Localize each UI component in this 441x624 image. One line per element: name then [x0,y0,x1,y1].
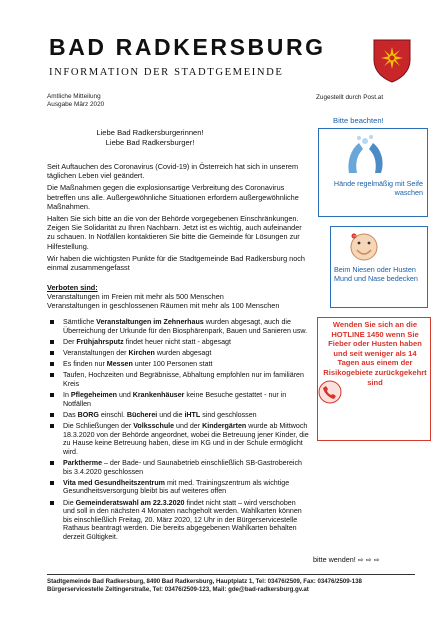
hotline-text: Wenden Sie sich an die HOTLINE 1450 wenn Sie Fieber oder Husten haben und seit weniger als 14 Tagen aus einem der Risikogebiete zurückgekehrt sind [323,320,427,387]
list-item: Parktherme – der Bade- und Saunabetrieb einschließlich SB-Gastrobereich bis 3.4.2020 geschlossen [47,459,309,476]
intro-paragraph-3: Halten Sie sich bitte an die von der Behörde vorgegebenen Einschränkungen. Zeigen Sie Solidarität zu Ihren Nachbarn. Jetzt ist es wichtig, auch aufeinander zu schauen. In Notfällen kontaktieren Sie bitte die Gemeinde für Lösungen zur Hilfestellung. [47,214,302,251]
handwashing-box [318,128,428,217]
footer-line-2: Bürgerservicestelle Zeltingerstraße, Tel: 03476/2509-123, Mail: gde@bad-radkersburg.gv.at [47,586,309,593]
sneezing-caption: Beim Niesen oder Husten Mund und Nase bedecken [334,265,418,283]
footer-line-1: Stadtgemeinde Bad Radkersburg, 8490 Bad Radkersburg, Hauptplatz 1, Tel: 03476/2509, Fax: 03476/2509-138 [47,578,362,585]
notice-label: Amtliche Mitteilung [47,93,101,100]
handwashing-caption: Hände regelmäßig mit Seife waschen [333,179,423,197]
list-item: Taufen, Hochzeiten und Begräbnisse, Abhaltung empfohlen nur im familiären Kreis [47,371,309,388]
issue-label: Ausgabe März 2020 [47,101,105,108]
page-title: BAD RADKERSBURG [49,34,326,60]
verboten-heading: Verboten sind: [47,283,98,292]
list-item: Der Frühjahrsputz findet heuer nicht statt - abgesagt [47,338,309,347]
list-item: Vita med Gesundheitszentrum mit med. Trainingszentrum als wichtige Gesundheitsversorgung bleibt bis auf weiteres offen [47,479,309,496]
greeting [0,128,300,148]
list-item: In Pflegeheimen und Krankenhäuser keine Besuche gestattet - nur in Notfällen [47,391,309,408]
list-item: Die Schließungen der Volksschule und der Kindergärten wurde ab Mittwoch 18.3.2020 von der Behörde angeordnet, wobei die Betreuung jener Kinder, die zu Hause keine Betreuung haben, diese im KG und in der Schule ermöglicht wird. [47,422,309,456]
list-item: Es finden nur Messen unter 100 Personen statt [47,360,309,369]
handwashing-icon [341,133,391,179]
footer [47,578,427,594]
phone-icon [318,380,342,404]
turn-page-note: bitte wenden! ⇨ ⇨ ⇨ [313,555,380,564]
sneezing-box [330,226,428,308]
list-item: Die Gemeinderatswahl am 22.3.2020 findet nicht statt – wird verschoben und soll in den nächsten 4 Monaten nachgeholt werden. Wahlkarten können bis einschließlich Freitag, 20. März 2020, 12 Uhr in der Bürgerservicestelle Rathaus beantragt werden. Die bereits abgegebenen Wahlkarten behalten derzeit Gültigkeit. [47,499,309,542]
notice-heading: Bitte beachten! [333,116,384,125]
verboten-line-2: Veranstaltungen in geschlossenen Räumen mit mehr als 100 Menschen [47,301,280,311]
intro-paragraph-1: Seit Auftauchen des Coronavirus (Covid-19) in Österreich hat sich in unserem täglichen Leben viel geändert. [47,162,299,181]
town-crest-icon [372,38,412,84]
greeting-line-2: Liebe Bad Radkersburger! [105,138,195,147]
verboten-line-1: Veranstaltungen im Freien mit mehr als 500 Menschen [47,292,224,302]
intro-paragraph-4: Wir haben die wichtigsten Punkte für die Stadtgemeinde Bad Radkersburg noch einmal zusammengefasst [47,253,305,273]
intro-text [47,162,305,272]
sneeze-icon [347,230,381,264]
list-item: Sämtliche Veranstaltungen im Zehnerhaus wurden abgesagt, auch die Überreichung der Urkunde für den Biosphärenpark, Bauen und Sanieren usw. [47,318,309,335]
measures-list [47,318,309,544]
intro-paragraph-2: Die Maßnahmen gegen die explosionsartige Verbreitung des Coronavirus betreffen uns alle. Außergewöhnliche Situationen erfordern außergewöhnliche Maßnahmen. [47,183,299,211]
verboten-section [47,283,305,311]
delivery-label: Zugestellt durch Post.at [316,94,384,101]
hotline-box [317,317,431,441]
greeting-line-1: Liebe Bad Radkersburgerinnen! [96,128,204,137]
page-subtitle: INFORMATION DER STADTGEMEINDE [49,67,284,78]
footer-divider [47,574,415,575]
list-item: Das BORG einschl. Bücherei und die iHTL sind geschlossen [47,411,309,420]
list-item: Veranstaltungen der Kirchen wurden abgesagt [47,349,309,358]
